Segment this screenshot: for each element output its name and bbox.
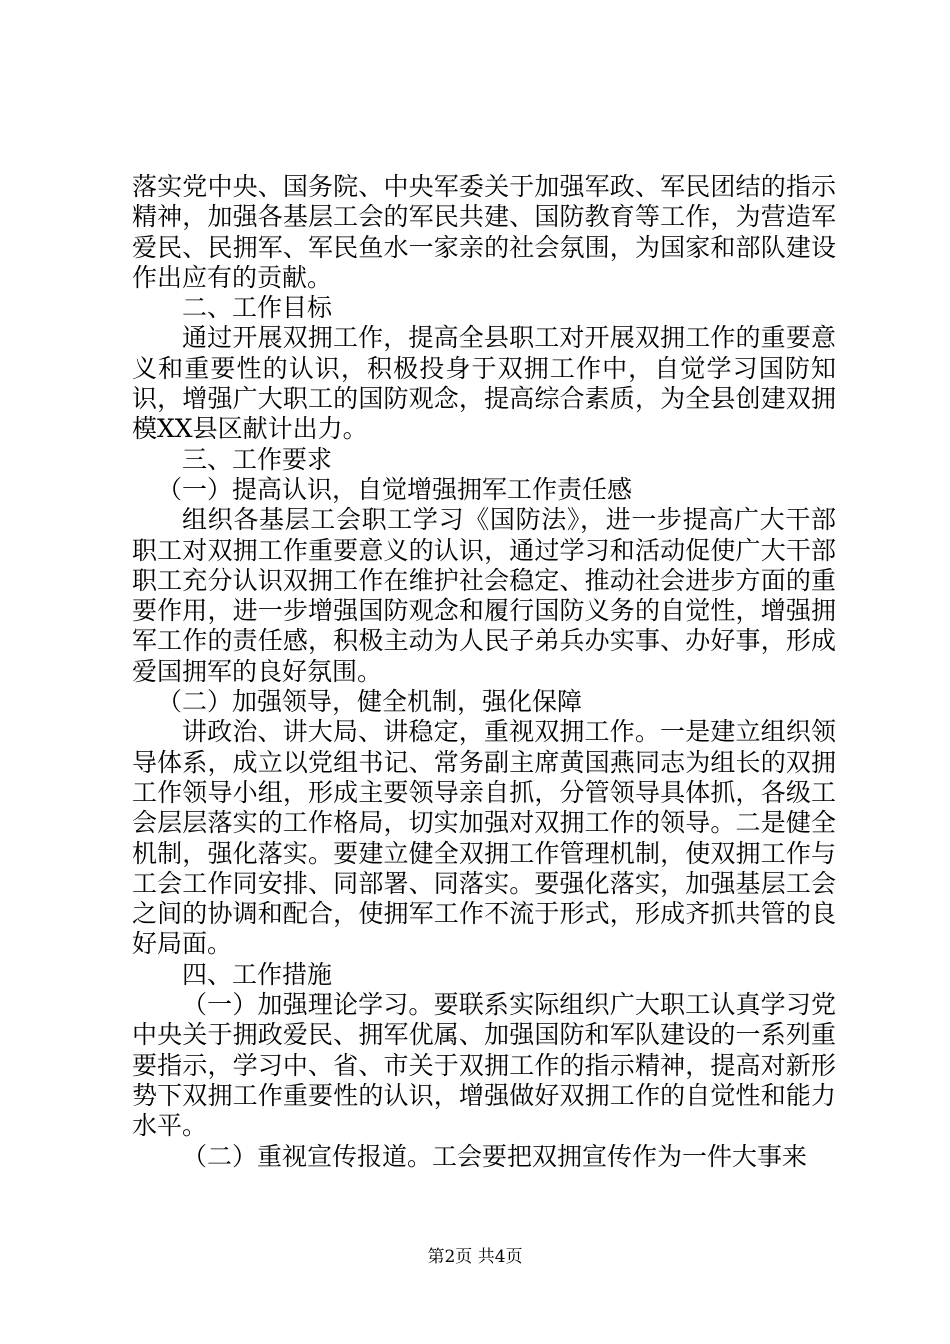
- paragraph-leadership: 讲政治、讲大局、讲稳定，重视双拥工作。一是建立组织领导体系，成立以党组书记、常务副主席黄国燕同志为组长的双拥工作领导小组，形成主要领导亲自抓，分管领导具体抓，各级工会层层落实的工作格局，切实加强对双拥工作的领导。二是健全机制，强化落实。要建立健全双拥工作管理机制，使双拥工作与工会工作同安排、同部署、同落实。要强化落实，加强基层工会之间的协调和配合，使拥军工作不流于形式，形成齐抓共管的良好局面。: [132, 717, 836, 959]
- section-heading-measures: 四、工作措施: [182, 959, 333, 989]
- paragraph-intro: 落实党中央、国务院、中央军委关于加强军政、军民团结的指示精神，加强各基层工会的军民共建、国防教育等工作，为营造军爱民、民拥军、军民鱼水一家亲的社会氛围，为国家和部队建设作出应有的贡献。: [132, 172, 836, 292]
- paragraph-awareness: 组织各基层工会职工学习《国防法》，进一步提高广大干部职工对双拥工作重要意义的认识，通过学习和活动促使广大干部职工充分认识双拥工作在维护社会稳定、推动社会进步方面的重要作用，进一步增强国防观念和履行国防义务的自觉性，增强拥军工作的责任感，积极主动为人民子弟兵办实事、办好事，形成爱国拥军的良好氛围。: [132, 505, 836, 686]
- subsection-heading-awareness: （一）提高认识，自觉增强拥军工作责任感: [157, 474, 633, 504]
- paragraph-theory-study: （一）加强理论学习。要联系实际组织广大职工认真学习党中央关于拥政爱民、拥军优属、加强国防和军队建设的一系列重要指示，学习中、省、市关于双拥工作的指示精神，提高对新形势下双拥工作重要性的认识，增强做好双拥工作的自觉性和能力水平。: [132, 990, 836, 1141]
- page-number-footer: 第2页 共4页: [427, 1247, 523, 1267]
- document-body: [132, 172, 836, 1172]
- section-heading-goals: 二、工作目标: [182, 293, 333, 323]
- paragraph-goals: 通过开展双拥工作，提高全县职工对开展双拥工作的重要意义和重要性的认识，积极投身于双拥工作中，自觉学习国防知识，增强广大职工的国防观念，提高综合素质，为全县创建双拥模XX县区献计出力。: [132, 323, 836, 444]
- section-heading-requirements: 三、工作要求: [182, 444, 333, 474]
- subsection-heading-leadership: （二）加强领导，健全机制，强化保障: [157, 687, 583, 717]
- paragraph-publicity: （二）重视宣传报道。工会要把双拥宣传作为一件大事来: [182, 1141, 808, 1171]
